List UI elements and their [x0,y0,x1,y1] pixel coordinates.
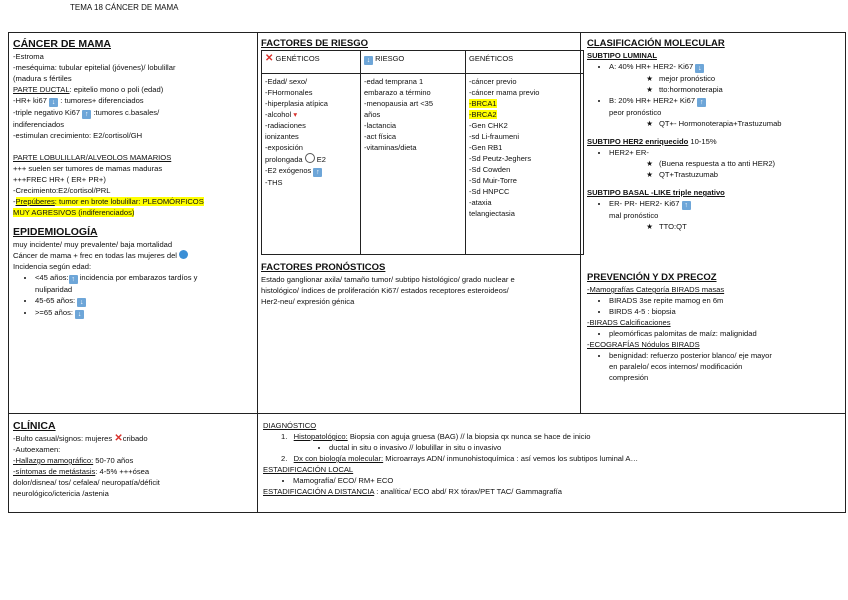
document-title: TEMA 18 CÁNCER DE MAMA [70,3,179,12]
eco-list [587,350,839,383]
luminal-label: SUBTIPO LUMINAL [587,51,658,60]
risk-item: -cáncer previo [469,77,517,86]
molecular-section [582,35,844,235]
text: ER- PR- HER2- Ki67 [609,199,680,208]
epi-heading: EPIDEMIOLOGÍA [13,226,98,238]
text-line: -Crecimiento:E2/cortisol/PRL [13,186,111,195]
text: 45-65 años: [35,296,76,305]
risk-col-riesgo-head [361,51,466,74]
risk-heading: FACTORES DE RIESGO [261,38,368,49]
ductal-text: : epitelio mono o poli (edad) [69,85,164,94]
text-line: +++ suelen ser tumores de mamas maduras [13,164,163,173]
calc-label: -BIRADS Calcificaciones [587,318,671,327]
text: Histopatológico: [293,432,348,441]
risk-item: -Sd Peutz-Jeghers [469,154,532,163]
text: en paralelo/ ecos internos/ modificación [609,362,743,371]
text-line: muy incidente/ muy prevalente/ baja mortalidad [13,240,173,249]
star-icon: ★ [646,159,653,168]
risk-col-1 [262,74,361,255]
text: Dx con biología molecular: [293,454,384,463]
cancer-section [9,35,257,322]
risk-item [265,165,357,177]
text-line: Estado ganglionar axila/ tamaño tumor/ subtipo histológico/ grado nuclear e [261,275,515,284]
text: Cáncer de mama + frec en todas las mujeres del [13,251,177,260]
text-line [13,455,253,466]
risk-item [265,153,357,165]
arrow-up-icon: ↑ [82,110,91,119]
prognostic-heading: FACTORES PRONÓSTICOS [261,262,386,273]
local-label: ESTADIFICACIÓN LOCAL [263,465,354,474]
risk-item: -Sd Cowden [469,165,511,174]
text-line: -estimulan crecimiento: E2/cortisol/GH [13,131,143,140]
text: -BRCA1 [469,99,497,108]
text: TTO:QT [659,222,687,231]
her2-list [587,147,839,158]
text-line [13,107,253,119]
text-line: neurológico/ictericia /astenia [13,489,109,498]
text-line: -Autoexamen: [13,445,61,454]
risk-item: -Edad/ sexo/ [265,77,308,86]
text: benignidad: refuerzo posterior blanco/ eje mayor [609,351,772,360]
list-item: • BIRADS 3se repite mamog en 6m [609,295,839,306]
text: nuliparidad [35,285,73,294]
risk-item: -Sd HNPCC [469,187,510,196]
list-item [609,198,839,221]
risk-item: -menopausia art <35 [364,99,434,108]
text: ESTADIFICACIÓN A DISTANCIA [263,487,375,496]
text: A: 40% HR+ HER2- Ki67 [609,62,694,71]
arrow-down-icon: ↓ [695,64,704,73]
star-icon: ★ [646,85,653,94]
ductal-line [13,84,253,95]
local-list [263,475,840,486]
mamo-list [587,295,839,317]
list-item [609,350,839,383]
star-line [587,221,839,232]
risk-item: -Gen RB1 [469,143,503,152]
star-line [587,118,839,129]
cancer-heading: CÁNCER DE MAMA [13,38,111,50]
text: GENÉTICOS [275,54,320,63]
text: tto:hormonoterapia [659,85,723,94]
text: mal pronóstico [609,211,659,220]
text: : analítica/ ECO abd/ RX tórax/PET TAC/ Gammagrafía [374,487,562,496]
prevention-heading: PREVENCIÓN Y DX PRECOZ [587,272,717,283]
text-line [13,250,253,261]
risk-item: -vitaminas/dieta [364,143,417,152]
prepuberes-line: -Prepúberes: tumor en brote lobulillar: PLEOMÓRFICOS [13,197,204,206]
text-line: 1. Histopatológico: Biopsia con aguja gruesa (BAG) // la biopsia qx nunca se hace de inicio [281,432,591,441]
text: (Buena respuesta a tto anti HER2) [659,159,776,168]
text: mejor pronóstico [659,74,716,83]
text: peor pronóstico [609,108,662,117]
text: E2 [316,155,326,164]
text: -alcohol [265,110,292,119]
risk-item: -radiaciones [265,121,306,130]
text-line [13,466,253,477]
risk-item: años [364,110,381,119]
text: Biopsia con aguja gruesa (BAG) // la biopsia qx nunca se hace de inicio [347,432,591,441]
text-line: -meséquima: tubular epitelial (jóvenes)/ lobulillar [13,63,176,72]
risk-item: -Gen CHK2 [469,121,508,130]
text: B: 20% HR+ HER2+ Ki67 [609,96,696,105]
text-line: +++FREC HR+ ( ER+ PR+) [13,175,106,184]
risk-item: -hiperplasia atípica [265,99,328,108]
star-icon: ★ [646,74,653,83]
text: incidencia por embarazos tardíos y [79,273,198,282]
risk-item: -FHormonales [265,88,313,97]
calc-list [587,328,839,339]
text: : tumores+ diferenciados [60,96,144,105]
risk-item [469,98,580,109]
text-line: -Estroma [13,52,44,61]
divider [257,33,258,512]
text-line: (madura s fértiles [13,74,72,83]
text: prolongada [265,155,303,164]
text: :tumores c.basales/ [93,108,160,117]
text-line: dolor/disnea/ tos/ cefalea/ neuropatía/déficit [13,478,160,487]
text: cribado [122,434,148,443]
text: RIESGO [375,54,405,63]
star-icon: ★ [646,119,653,128]
text-line: histológico/ índices de proliferación Ki67/ estados receptores esteroideos/ [261,286,509,295]
text: QT+- Hormonoterapia+Trastuzumab [659,119,782,128]
list-item [609,95,839,118]
mamo-label: -Mamografías Categoría BIRADS masas [587,285,725,294]
globe-icon [179,250,188,259]
prepuberes-text: MUY AGRESIVOS (indiferenciados) [13,208,135,217]
star-icon: ★ [646,222,653,231]
clinica-section [9,417,257,502]
text: : 4-5% +++ósea [95,467,150,476]
risk-item: -exposición [265,143,303,152]
list-item: • BIRDS 4-5 : biopsia [609,306,839,317]
text-line [13,433,253,444]
text-line: Incidencia según edad: [13,262,92,271]
arrow-down-icon: ↓ [75,310,84,319]
text: -BRCA2 [469,110,497,119]
diag-sublist [263,442,840,453]
risk-col-2 [361,74,466,255]
list-item: • Mamografía/ ECO/ RM+ ECO [293,475,840,486]
risk-item [265,109,357,120]
risk-item: -Sd Muir-Torre [469,176,517,185]
text-line [263,486,840,497]
text-line: indiferenciados [13,120,65,129]
molecular-heading: CLASIFICACIÓN MOLECULAR [587,38,725,49]
eco-label: -ECOGRAFÍAS Nódulos BIRADS [587,340,700,349]
star-line [587,158,839,169]
age-list [13,272,253,319]
text: >=65 años: [35,308,74,317]
risk-item: -act física [364,132,397,141]
list-item [35,307,253,319]
diagnosis-heading: DIAGNÓSTICO [263,421,317,430]
text: compresión [609,373,649,382]
star-icon: ★ [646,170,653,179]
arrow-up-icon: ↑ [313,168,322,177]
list-item [35,295,253,307]
list-item: • pleomórficas palomitas de maíz: malignidad [609,328,839,339]
her2-line [587,136,839,147]
text: -Bulto casual/signos: mujeres [13,434,113,443]
risk-col-genetic-head [262,51,361,74]
list-item [609,147,839,158]
clinica-heading: CLÍNICA [13,420,56,432]
arrow-down-icon: ↓ [49,98,58,107]
risk-item: -ataxia [469,198,492,207]
text-line: 2. Dx con biología molecular: Microarrays ADN/ inmunohistoquímica : así vemos los subtipos luminal A… [281,454,639,463]
risk-item: -lactancia [364,121,397,130]
text: 50-70 años [93,456,134,465]
arrow-down-icon: ↓ [364,56,373,65]
arrow-up-icon: ↑ [682,201,691,210]
risk-item: telangiectasia [469,209,515,218]
risk-col-genetic2-head [466,51,584,74]
text: HER2+ ER- [609,148,649,157]
risk-item: -edad temprana 1 [364,77,424,86]
text: 10-15% [688,137,717,146]
notes-grid [8,32,846,513]
prepuberes-label: Prepúberes [15,197,55,206]
cross-icon: ✕ [114,433,123,444]
text: -HR+ ki67 [13,96,47,105]
risk-item [469,109,580,120]
text: -E2 exógenos [265,166,312,175]
prepuberes-line [13,207,253,218]
text: GENÉTICOS [469,54,514,63]
arrow-down-icon: ↓ [77,298,86,307]
basal-list [587,198,839,221]
diagnosis-section [259,417,844,500]
list-item [35,272,253,295]
arrow-up-icon: ↑ [69,275,78,284]
prognostic-section [259,259,579,310]
text: -Hallazgo mamográfico: [13,456,94,465]
clock-icon [305,153,315,163]
risk-item: ionizantes [265,132,299,141]
arrow-up-icon: ↑ [697,98,706,107]
text: QT+Trastuzumab [659,170,719,179]
luminal-list [587,95,839,118]
her2-label: SUBTIPO HER2 enriquecido [587,137,689,146]
prepuberes-text: : tumor en brote lobulillar: PLEOMÓRFICOS [54,197,204,206]
text: <45 años: [35,273,69,282]
risk-item: -THS [265,178,283,187]
ductal-label: PARTE DUCTAL [13,85,70,94]
wine-glass-icon: ▾ [293,110,298,119]
text-line: Her2-neu/ expresión génica [261,297,355,306]
cross-icon: ✕ [265,53,274,64]
basal-label: SUBTIPO BASAL -LIKE triple negativo [587,188,725,197]
star-line [587,73,839,84]
risk-col-3 [466,74,584,255]
text: -síntomas de metástasis [13,467,96,476]
star-line [587,84,839,95]
risk-item: -cáncer mama previo [469,88,540,97]
luminal-list [587,61,839,73]
risk-table [261,50,584,255]
text: -triple negativo Ki67 [13,108,81,117]
prevention-section [582,269,844,386]
list-item [609,61,839,73]
divider [9,413,845,414]
risk-item: -sd Li-fraumeni [469,132,520,141]
list-item: • ductal in situ o invasivo // lobulillar in situ o invasivo [329,442,840,453]
star-line [587,169,839,180]
text-line [13,95,253,107]
lobulillar-label: PARTE LOBULILLAR/ALVEOLOS MAMARIOS [13,153,172,162]
risk-item: embarazo a término [364,88,431,97]
text: Microarrays ADN/ inmunohistoquímica : así vemos los subtipos luminal A… [383,454,639,463]
